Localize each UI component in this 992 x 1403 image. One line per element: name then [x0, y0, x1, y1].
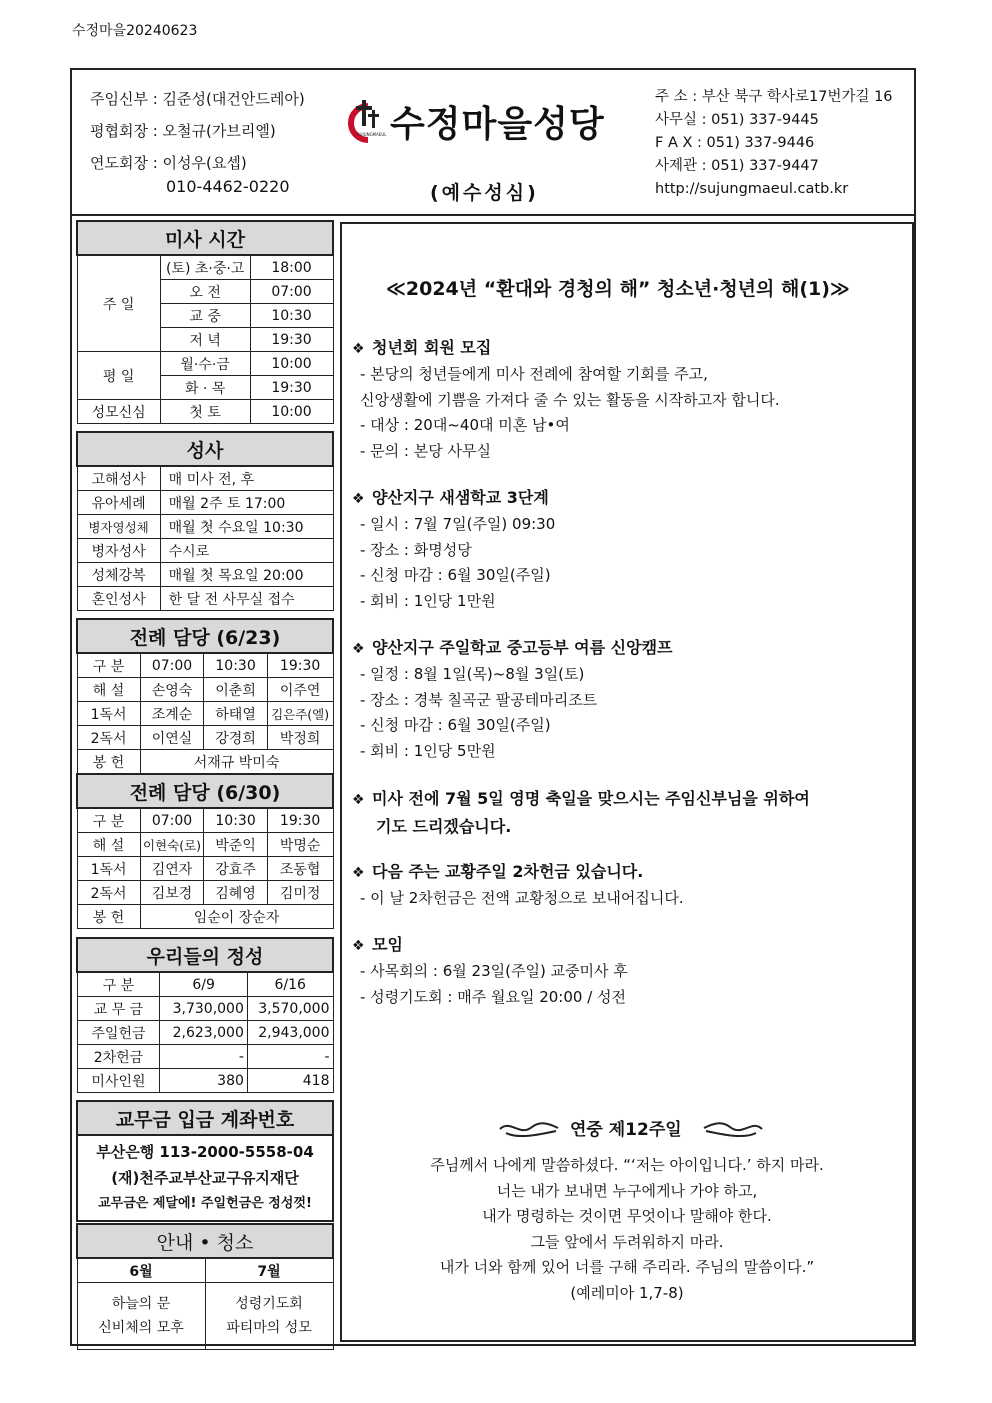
header-divider [70, 214, 916, 216]
liturgy-person: 김미정 [267, 881, 333, 905]
left-flourish-icon [498, 1115, 560, 1141]
section-heading: ❖ 모임 [352, 935, 403, 954]
right-flourish-icon [702, 1115, 764, 1141]
group-name: 성령기도회 [235, 1296, 303, 1312]
liturgy-head: 07:00 [140, 653, 204, 678]
offering-label: 주일헌금 [77, 1021, 160, 1045]
announcement-title: ≪2024년 “환대와 경청의 해” 청소년·청년의 해(1)≫ [386, 278, 850, 300]
mass-time: 10:00 [250, 352, 333, 376]
liturgy-person: 이현숙(로) [140, 833, 204, 857]
offering-value: 3,730,000 [160, 997, 248, 1021]
verse-line: 주님께서 나에게 말씀하셨다. “‘저는 아이입니다.’ 하지 마라. [430, 1156, 824, 1174]
contact-info [655, 86, 893, 201]
section-line: - 신청 마감 : 6월 30일(주일) [360, 566, 551, 584]
cleaning-month: 6월 [77, 1258, 205, 1283]
sunday-title: 연중 제12주일 [570, 1120, 682, 1140]
svg-text:SUJUNGMAEUL: SUJUNGMAEUL [357, 132, 387, 137]
mass-time: 19:30 [250, 328, 333, 352]
section-line: 신앙생활에 기쁨을 가져다 줄 수 있는 활동을 시작하고자 합니다. [360, 391, 780, 409]
mass-time: 19:30 [250, 376, 333, 400]
liturgy-role: 1독서 [77, 702, 140, 726]
diamond-bullet-icon: ❖ [352, 865, 365, 881]
church-name: 수정마을성당 [390, 104, 605, 145]
liturgy-person: 강경희 [204, 726, 267, 750]
account-holder: (재)천주교부산교구유지재단 [111, 1169, 299, 1187]
liturgy-role: 2독서 [77, 881, 140, 905]
liturgy-person: 김보경 [140, 881, 204, 905]
offering-label: 미사인원 [77, 1069, 160, 1093]
sacrament-value: 한 달 전 사무실 접수 [160, 587, 333, 611]
cleaning-title: 안내 • 청소 [77, 1224, 333, 1258]
sacrament-value: 매 미사 전, 후 [160, 466, 333, 491]
mass-times-title: 미사 시간 [77, 221, 333, 255]
account-title: 교무금 입금 계좌번호 [77, 1101, 333, 1135]
offerings-title: 우리들의 정성 [77, 938, 333, 972]
patron-title: (예수성심) [430, 182, 539, 204]
bank-account: 부산은행 113-2000-5558-04 [96, 1143, 314, 1161]
liturgy-person: 김연자 [140, 857, 204, 881]
verse-line: 너는 내가 보내면 누구에게나 가야 하고, [496, 1182, 758, 1200]
verse-line: 내가 명령하는 것이면 무엇이나 말해야 한다. [482, 1207, 772, 1225]
pastor: 주임신부 : 김준성(대건안드레아) [90, 90, 305, 108]
offering-label: 2차헌금 [77, 1045, 160, 1069]
liturgy-role: 1독서 [77, 857, 140, 881]
sacrament-value: 매월 첫 목요일 20:00 [160, 563, 333, 587]
sacrament-name: 혼인성사 [77, 587, 160, 611]
section-line: - 문의 : 본당 사무실 [360, 442, 491, 460]
liturgy-person: 강효주 [204, 857, 267, 881]
liturgy-table [76, 618, 334, 929]
liturgy-person: 조계순 [140, 702, 204, 726]
cleaning-groups-june [77, 1283, 205, 1350]
liturgy-head: 구 분 [77, 653, 140, 678]
section-line: - 장소 : 화명성당 [360, 541, 472, 559]
diamond-bullet-icon: ❖ [352, 341, 365, 357]
liturgy-person: 박명순 [267, 833, 333, 857]
mass-time: 10:00 [250, 400, 333, 424]
offering-head: 구 분 [77, 972, 160, 997]
mass-time: 18:00 [250, 255, 333, 280]
liturgy-role: 2독서 [77, 726, 140, 750]
section-line: - 사목회의 : 6월 23일(주일) 교중미사 후 [360, 962, 628, 980]
office-phone: 사무실 : 051) 337-9445 [655, 112, 819, 128]
account-note: 교무금은 제달에! 주일헌금은 정성껏! [98, 1196, 312, 1211]
liturgy-title-0623: 전례 담당 (6/23) [77, 619, 333, 653]
rectory-phone: 사제관 : 051) 337-9447 [655, 158, 819, 174]
diamond-bullet-icon: ❖ [352, 938, 365, 954]
liturgy-person: 김은주(엘) [267, 702, 333, 726]
group-name: 하늘의 문 [111, 1296, 171, 1312]
sacraments-title: 성사 [77, 432, 333, 466]
mass-name: 화 · 목 [160, 376, 250, 400]
section-heading: ❖ 양산지구 주일학교 중고등부 여름 신앙캠프 [352, 638, 673, 657]
offering-persons: 임순이 장순자 [140, 905, 333, 929]
offering-value: - [160, 1045, 248, 1069]
liturgy-head: 07:00 [140, 808, 204, 833]
liturgy-person: 김혜영 [204, 881, 267, 905]
document-id: 수정마을20240623 [72, 23, 198, 39]
liturgy-head: 10:30 [204, 808, 267, 833]
offering-value: 3,570,000 [247, 997, 333, 1021]
liturgy-person: 손영숙 [140, 678, 204, 702]
weekday-label: 평 일 [77, 352, 160, 400]
diamond-bullet-icon: ❖ [352, 491, 365, 507]
group-name: 신비체의 모후 [98, 1320, 184, 1336]
diamond-bullet-icon: ❖ [352, 792, 365, 808]
cleaning-table [76, 1223, 334, 1350]
section-line: - 일정 : 8월 1일(목)~8월 3일(토) [360, 665, 585, 683]
section-line: - 회비 : 1인당 5만원 [360, 742, 496, 760]
sacrament-name: 고해성사 [77, 466, 160, 491]
address: 주 소 : 부산 북구 학사로17번가길 16 [655, 89, 893, 105]
council-president: 평협회장 : 오철규(가브리엘) [90, 122, 276, 140]
mass-times-table [76, 220, 334, 424]
youth-president: 연도회장 : 이성우(요셉) [90, 154, 247, 172]
account-info [77, 1135, 333, 1221]
cleaning-month: 7월 [205, 1258, 333, 1283]
verse-line: 그들 앞에서 두려워하지 마라. [530, 1233, 724, 1251]
liturgy-head: 19:30 [267, 808, 333, 833]
section-line: - 회비 : 1인당 1만원 [360, 592, 496, 610]
mass-time: 10:30 [250, 304, 333, 328]
offerings-table [76, 937, 334, 1093]
liturgy-person: 박준익 [204, 833, 267, 857]
liturgy-person: 박정희 [267, 726, 333, 750]
sacraments-table [76, 431, 334, 611]
offering-value: - [247, 1045, 333, 1069]
section-heading: ❖ 미사 전에 7월 5일 영명 축일을 맞으시는 주임신부님을 위하여 [352, 789, 810, 808]
sacrament-name: 병자영성체 [77, 515, 160, 539]
section-line: - 대상 : 20대~40대 미혼 남•여 [360, 416, 570, 434]
liturgy-head: 19:30 [267, 653, 333, 678]
liturgy-person: 이춘희 [204, 678, 267, 702]
offering-head: 6/9 [160, 972, 248, 997]
liturgy-head: 구 분 [77, 808, 140, 833]
sacrament-name: 유아세례 [77, 491, 160, 515]
mass-name: 월·수·금 [160, 352, 250, 376]
liturgy-role: 봉 헌 [77, 905, 140, 929]
offering-value: 2,943,000 [247, 1021, 333, 1045]
section-line: - 신청 마감 : 6월 30일(주일) [360, 716, 551, 734]
church-logo-icon [344, 96, 388, 146]
liturgy-head: 10:30 [204, 653, 267, 678]
sacrament-value: 매월 2주 토 17:00 [160, 491, 333, 515]
mass-name: 첫 토 [160, 400, 250, 424]
fax-number: F A X : 051) 337-9446 [655, 135, 815, 151]
diamond-bullet-icon: ❖ [352, 641, 365, 657]
offering-value: 418 [247, 1069, 333, 1093]
mass-name: 오 전 [160, 280, 250, 304]
mass-name: (토) 초·중·고 [160, 255, 250, 280]
cleaning-groups-july [205, 1283, 333, 1350]
website-link[interactable]: http://sujungmaeul.catb.kr [655, 181, 849, 197]
section-heading: ❖ 양산지구 새샘학교 3단계 [352, 488, 549, 507]
youth-phone: 010-4462-0220 [166, 177, 290, 196]
group-name: 파티마의 성모 [226, 1320, 312, 1336]
liturgy-person: 이주연 [267, 678, 333, 702]
sacrament-value: 매월 첫 수요일 10:30 [160, 515, 333, 539]
mass-time: 07:00 [250, 280, 333, 304]
mass-name: 저 녁 [160, 328, 250, 352]
section-line: - 이 날 2차헌금은 전액 교황청으로 보내어집니다. [360, 889, 684, 907]
sacrament-value: 수시로 [160, 539, 333, 563]
offering-value: 380 [160, 1069, 248, 1093]
liturgy-role: 해 설 [77, 833, 140, 857]
liturgy-title-0630: 전례 담당 (6/30) [77, 774, 333, 808]
section-heading: ❖ 청년회 회원 모집 [352, 338, 492, 357]
section-heading: ❖ 다음 주는 교황주일 2차헌금 있습니다. [352, 862, 644, 881]
saturday-label: 성모신심 [77, 400, 160, 424]
verse-line: 내가 너와 함께 있어 너를 구해 주리라. 주님의 말씀이다.” [439, 1258, 815, 1276]
sunday-label: 주 일 [77, 255, 160, 352]
verse-citation: (예레미아 1,7-8) [570, 1284, 684, 1302]
liturgy-person: 하태열 [204, 702, 267, 726]
section-line: - 본당의 청년들에게 미사 전례에 참여할 기회를 주고, [360, 365, 708, 383]
section-line: - 장소 : 경북 칠곡군 팔공테마리조트 [360, 691, 598, 709]
section-heading-cont: 기도 드리겠습니다. [376, 817, 512, 836]
section-line: - 성령기도회 : 매주 월요일 20:00 / 성전 [360, 988, 627, 1006]
liturgy-role: 해 설 [77, 678, 140, 702]
offering-persons: 서재규 박미숙 [140, 750, 333, 775]
sacrament-name: 성체강복 [77, 563, 160, 587]
liturgy-person: 이연실 [140, 726, 204, 750]
offering-label: 교 무 금 [77, 997, 160, 1021]
mass-name: 교 중 [160, 304, 250, 328]
account-table [76, 1100, 334, 1222]
liturgy-role: 봉 헌 [77, 750, 140, 775]
offering-value: 2,623,000 [160, 1021, 248, 1045]
offering-head: 6/16 [247, 972, 333, 997]
section-line: - 일시 : 7월 7일(주일) 09:30 [360, 515, 556, 533]
sacrament-name: 병자성사 [77, 539, 160, 563]
liturgy-person: 조동협 [267, 857, 333, 881]
